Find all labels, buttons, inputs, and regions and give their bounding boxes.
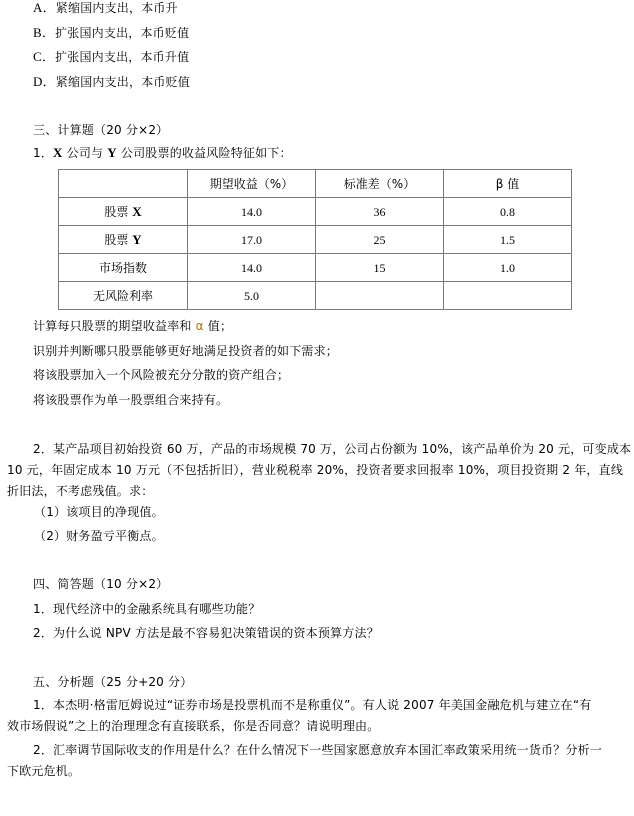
table-cell: 17.0 [188, 226, 316, 254]
table-cell: 1.0 [444, 254, 572, 282]
row-label-letter: X [132, 203, 142, 219]
section5-q1-line-1: 1．本杰明·格雷厄姆说过“证券市场是投票机而不是称重仪”。有人说 2007 年美国金融危机与建立在“有 [33, 698, 592, 712]
option-c [33, 49, 189, 65]
table-header-cell: β 值 [444, 170, 572, 198]
option-d-text: 紧缩国内支出，本币贬值 [55, 75, 190, 89]
table-cell [316, 282, 444, 310]
q2-sub-2: （2）财务盈亏平衡点。 [34, 529, 164, 543]
section5-q2-line-2: 下欧元危机。 [7, 764, 81, 778]
option-a-text: 紧缩国内支出，本币升 [55, 1, 178, 15]
row-label-text: 股票 [104, 232, 133, 247]
option-d [33, 74, 190, 90]
task-4: 将该股票作为单一股票组合来持有。 [33, 393, 229, 407]
table-row [59, 198, 572, 226]
table-cell: 14.0 [188, 198, 316, 226]
row-label-text: 股票 [104, 204, 133, 219]
option-b-label: B． [33, 25, 56, 40]
section5-heading: 五、分析题（25 分+20 分） [33, 675, 193, 689]
table-header-row [59, 170, 572, 198]
row-label [59, 198, 188, 226]
section4-q2: 2．为什么说 NPV 方法是最不容易犯决策错误的资本预算方法？ [33, 626, 379, 640]
q1-number: 1． [33, 146, 54, 160]
task-2: 识别并判断哪只股票能够更好地满足投资者的如下需求； [33, 344, 339, 358]
table-row [59, 226, 572, 254]
company-x: X [53, 145, 63, 160]
section4-heading: 四、简答题（10 分×2） [33, 577, 169, 591]
section5-q1-line-2: 效市场假说”之上的治理理念有直接联系，你是否同意？请说明理由。 [7, 719, 380, 733]
row-label-letter: Y [132, 231, 142, 247]
table-row [59, 282, 572, 310]
alpha-symbol: α [195, 319, 204, 333]
q1-intro-mid: 公司与 [62, 146, 108, 160]
section3-heading: 三、计算题（20 分×2） [33, 123, 169, 137]
table-row [59, 254, 572, 282]
table-header-cell: 标准差（%） [316, 170, 444, 198]
option-b-text: 扩张国内支出，本币贬值 [55, 26, 190, 40]
option-c-text: 扩张国内支出，本币升值 [55, 50, 190, 64]
table-header-cell [59, 170, 188, 198]
q2-line-1: 2．某产品项目初始投资 60 万，产品的市场规模 70 万，公司占份额为 10%，该产品单价为 20 元，可变成本 [33, 442, 632, 456]
table-cell: 36 [316, 198, 444, 226]
section5-q2-line-1: 2．汇率调节国际收支的作用是什么？在什么情况下一些国家愿意放弃本国汇率政策采用统一货币？分析一 [33, 743, 603, 757]
option-d-label: D． [33, 74, 56, 89]
table-cell: 14.0 [188, 254, 316, 282]
option-a-label: A． [33, 0, 56, 15]
table-cell: 25 [316, 226, 444, 254]
company-y: Y [107, 145, 117, 160]
row-label [59, 254, 188, 282]
table-cell: 15 [316, 254, 444, 282]
row-label [59, 226, 188, 254]
q2-line-3: 折旧法，不考虑残值。求： [7, 484, 154, 498]
row-label-text: 无风险利率 [92, 288, 153, 303]
stock-table [58, 169, 572, 310]
task-1-suffix: 值； [203, 319, 233, 333]
task-3: 将该股票加入一个风险被充分分散的资产组合； [33, 368, 290, 382]
option-b [33, 25, 189, 41]
task-1-text: 计算每只股票的期望收益率和 [33, 319, 196, 333]
q1-intro-suffix: 公司股票的收益风险特征如下： [116, 146, 292, 160]
table-cell: 5.0 [188, 282, 316, 310]
task-1 [33, 318, 232, 334]
table-header-cell: 期望收益（%） [188, 170, 316, 198]
table-cell: 0.8 [444, 198, 572, 226]
row-label [59, 282, 188, 310]
row-label-text: 市场指数 [98, 260, 147, 275]
q2-sub-1: （1）该项目的净现值。 [34, 505, 164, 519]
option-a [33, 0, 178, 16]
section3-q1-intro [33, 145, 292, 161]
table-cell [444, 282, 572, 310]
table-cell: 1.5 [444, 226, 572, 254]
q2-line-2: 10 元，年固定成本 10 万元（不包括折旧），营业税税率 20%，投资者要求回报率 10%，项目投资期 2 年，直线 [7, 463, 624, 477]
section4-q1: 1．现代经济中的金融系统具有哪些功能？ [33, 602, 261, 616]
option-c-label: C． [33, 49, 56, 64]
